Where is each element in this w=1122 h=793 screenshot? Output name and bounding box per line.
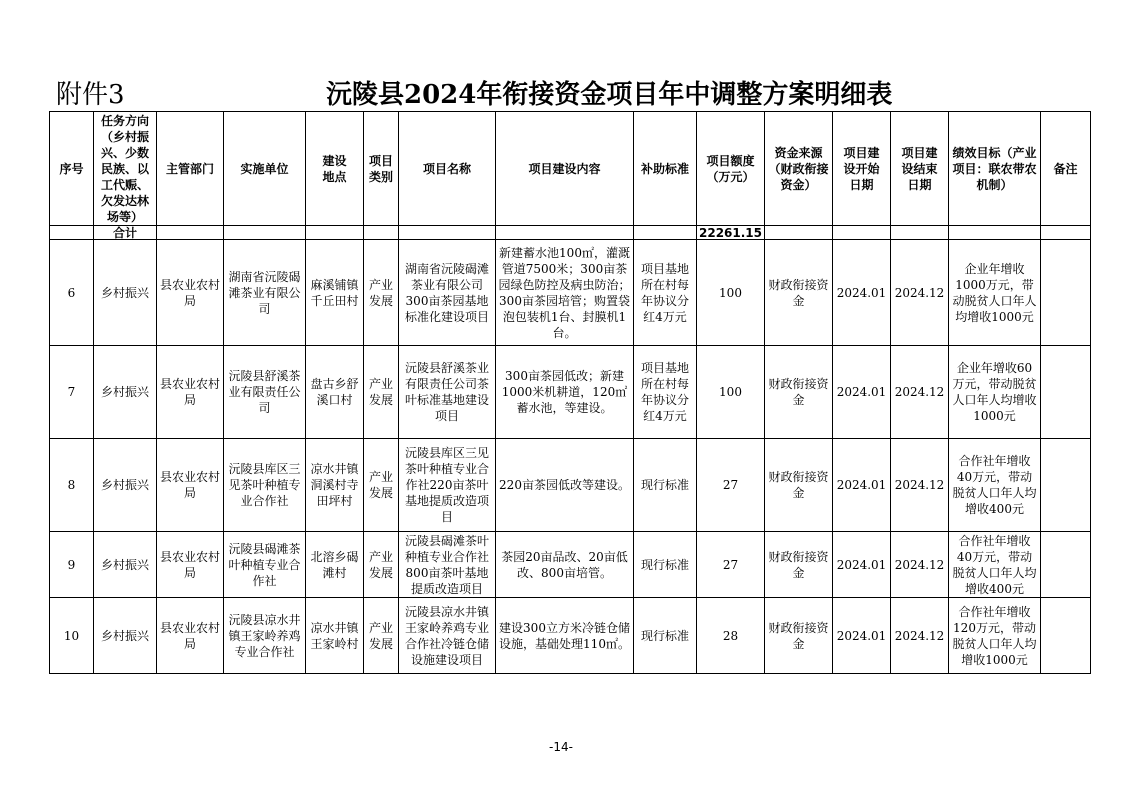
total-amount: 22261.15 — [697, 226, 765, 240]
location: 麻溪铺镇千丘田村 — [306, 240, 364, 346]
end-date: 2024.12 — [891, 346, 949, 439]
fund-source: 财政衔接资金 — [765, 240, 833, 346]
amount: 100 — [697, 346, 765, 439]
start-date: 2024.01 — [833, 598, 891, 674]
task-direction: 乡村振兴 — [94, 598, 157, 674]
performance-goal: 企业年增收60万元，带动脱贫人口年人均增收1000元 — [949, 346, 1041, 439]
dept: 县农业农村局 — [157, 346, 224, 439]
performance-goal: 合作社年增收120万元，带动脱贫人口年人均增收1000元 — [949, 598, 1041, 674]
task-direction: 乡村振兴 — [94, 532, 157, 598]
unit: 沅陵县舒溪茶业有限责任公司 — [224, 346, 306, 439]
remark — [1041, 439, 1091, 532]
project-name: 湖南省沅陵碣滩茶业有限公司300亩茶园基地标准化建设项目 — [399, 240, 496, 346]
project-table — [49, 111, 1091, 674]
dept: 县农业农村局 — [157, 240, 224, 346]
category: 产业发展 — [364, 532, 399, 598]
project-name: 沅陵县凉水井镇王家岭养鸡专业合作社冷链仓储设施建设项目 — [399, 598, 496, 674]
col-header: 序号 — [50, 112, 94, 226]
project-content: 建设300立方米冷链仓储设施，基础处理110㎡。 — [496, 598, 634, 674]
col-header: 项目建设内容 — [496, 112, 634, 226]
col-header: 项目建设结束日期 — [891, 112, 949, 226]
total-row — [50, 226, 1091, 240]
fund-source: 财政衔接资金 — [765, 532, 833, 598]
row-number: 6 — [50, 240, 94, 346]
location: 盘古乡舒溪口村 — [306, 346, 364, 439]
subsidy: 项目基地所在村每年协议分红4万元 — [634, 240, 697, 346]
task-direction: 乡村振兴 — [94, 439, 157, 532]
row-number: 9 — [50, 532, 94, 598]
col-header: 补助标准 — [634, 112, 697, 226]
remark — [1041, 598, 1091, 674]
start-date: 2024.01 — [833, 439, 891, 532]
unit: 沅陵县库区三见茶叶种植专业合作社 — [224, 439, 306, 532]
col-header: 备注 — [1041, 112, 1091, 226]
project-content: 新建蓄水池100㎡，灌溉管道7500米；300亩茶园绿色防控及病虫防治；300亩茶园培管；购置袋泡包装机1台、封膜机1台。 — [496, 240, 634, 346]
col-header: 绩效目标（产业项目：联农带农机制） — [949, 112, 1041, 226]
remark — [1041, 532, 1091, 598]
dept: 县农业农村局 — [157, 439, 224, 532]
subsidy: 项目基地所在村每年协议分红4万元 — [634, 346, 697, 439]
attachment-label: 附件3 — [56, 80, 125, 110]
performance-goal: 合作社年增收40万元，带动脱贫人口年人均增收400元 — [949, 439, 1041, 532]
col-header: 任务方向（乡村振兴、少数民族、以工代赈、欠发达林场等） — [94, 112, 157, 226]
row-number: 7 — [50, 346, 94, 439]
table-row — [50, 598, 1091, 674]
end-date: 2024.12 — [891, 532, 949, 598]
project-content: 220亩茶园低改等建设。 — [496, 439, 634, 532]
category: 产业发展 — [364, 346, 399, 439]
location: 凉水井镇洞溪村寺田坪村 — [306, 439, 364, 532]
start-date: 2024.01 — [833, 240, 891, 346]
row-number: 10 — [50, 598, 94, 674]
col-header: 项目建设开始日期 — [833, 112, 891, 226]
project-content: 300亩茶园低改；新建1000米机耕道，120㎡蓄水池，等建设。 — [496, 346, 634, 439]
amount: 27 — [697, 532, 765, 598]
amount: 100 — [697, 240, 765, 346]
col-header: 项目类别 — [364, 112, 399, 226]
end-date: 2024.12 — [891, 439, 949, 532]
location: 北溶乡碣滩村 — [306, 532, 364, 598]
subsidy: 现行标准 — [634, 439, 697, 532]
row-number: 8 — [50, 439, 94, 532]
dept: 县农业农村局 — [157, 598, 224, 674]
dept: 县农业农村局 — [157, 532, 224, 598]
performance-goal: 合作社年增收40万元，带动脱贫人口年人均增收400元 — [949, 532, 1041, 598]
fund-source: 财政衔接资金 — [765, 346, 833, 439]
page-number: -14- — [549, 740, 573, 754]
project-content: 茶园20亩品改、20亩低改、800亩培管。 — [496, 532, 634, 598]
category: 产业发展 — [364, 439, 399, 532]
project-name: 沅陵县碣滩茶叶种植专业合作社800亩茶叶基地提质改造项目 — [399, 532, 496, 598]
performance-goal: 企业年增收1000万元，带动脱贫人口年人均增收1000元 — [949, 240, 1041, 346]
col-header: 项目名称 — [399, 112, 496, 226]
fund-source: 财政衔接资金 — [765, 439, 833, 532]
col-header: 建设地点 — [306, 112, 364, 226]
fund-source: 财政衔接资金 — [765, 598, 833, 674]
task-direction: 乡村振兴 — [94, 240, 157, 346]
task-direction: 乡村振兴 — [94, 346, 157, 439]
col-header: 资金来源（财政衔接资金） — [765, 112, 833, 226]
remark — [1041, 240, 1091, 346]
col-header: 项目额度（万元） — [697, 112, 765, 226]
table-row — [50, 240, 1091, 346]
unit: 湖南省沅陵碣滩茶业有限公司 — [224, 240, 306, 346]
table-row — [50, 439, 1091, 532]
unit: 沅陵县碣滩茶叶种植专业合作社 — [224, 532, 306, 598]
total-label: 合计 — [94, 226, 157, 240]
subsidy: 现行标准 — [634, 532, 697, 598]
amount: 27 — [697, 439, 765, 532]
table-row — [50, 346, 1091, 439]
remark — [1041, 346, 1091, 439]
page-title: 沅陵县2024年衔接资金项目年中调整方案明细表 — [326, 80, 893, 110]
project-name: 沅陵县舒溪茶业有限责任公司茶叶标准基地建设项目 — [399, 346, 496, 439]
end-date: 2024.12 — [891, 240, 949, 346]
amount: 28 — [697, 598, 765, 674]
start-date: 2024.01 — [833, 532, 891, 598]
location: 凉水井镇王家岭村 — [306, 598, 364, 674]
header-row — [50, 112, 1091, 226]
subsidy: 现行标准 — [634, 598, 697, 674]
col-header: 实施单位 — [224, 112, 306, 226]
project-name: 沅陵县库区三见茶叶种植专业合作社220亩茶叶基地提质改造项目 — [399, 439, 496, 532]
category: 产业发展 — [364, 240, 399, 346]
start-date: 2024.01 — [833, 346, 891, 439]
unit: 沅陵县凉水井镇王家岭养鸡专业合作社 — [224, 598, 306, 674]
category: 产业发展 — [364, 598, 399, 674]
col-header: 主管部门 — [157, 112, 224, 226]
table-row — [50, 532, 1091, 598]
end-date: 2024.12 — [891, 598, 949, 674]
